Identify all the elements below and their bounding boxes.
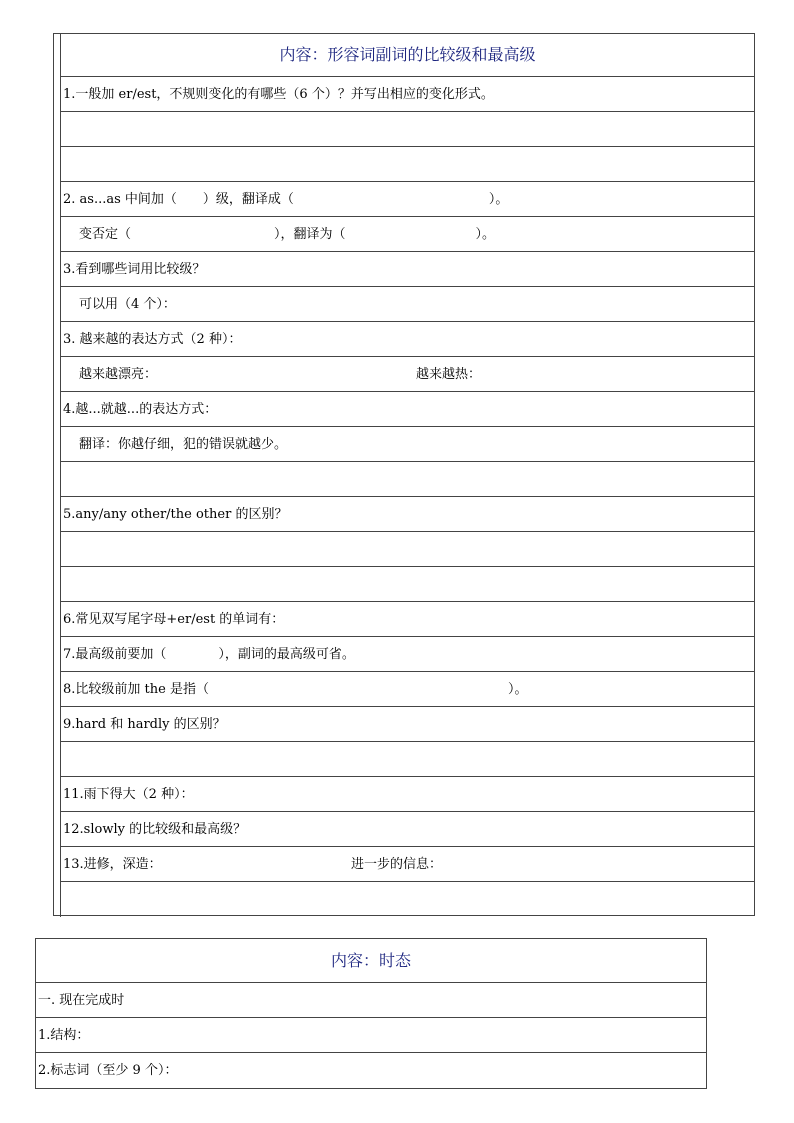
question-row — [60, 322, 754, 357]
question-row — [60, 287, 754, 322]
question-row — [60, 427, 754, 462]
answer-row[interactable] — [60, 112, 754, 147]
answer-row[interactable] — [60, 147, 754, 182]
table-title — [36, 939, 706, 983]
table-title — [60, 33, 754, 77]
question-row — [36, 1053, 706, 1088]
question-text: 翻译：你越仔细，犯的错误就越少。 — [79, 437, 288, 452]
question-row — [60, 812, 754, 847]
question-text: 变否定（ ），翻译为（ ）。 — [79, 227, 496, 242]
tense-table — [35, 938, 707, 1089]
question-text: 1.结构： — [38, 1028, 90, 1043]
answer-row[interactable] — [60, 742, 754, 777]
question-text: 4.越...就越...的表达方式： — [63, 402, 218, 417]
question-text: 8.比较级前加 the 是指（ ）。 — [63, 682, 528, 697]
question-text: 1.一般加 er/est，不规则变化的有哪些（6 个）？并写出相应的变化形式。 — [63, 87, 494, 102]
question-text: 一. 现在完成时 — [38, 993, 125, 1008]
comparative-superlative-table — [60, 33, 754, 917]
question-row — [36, 1018, 706, 1053]
question-text: 2. as...as 中间加（ ）级，翻译成（ ）。 — [63, 192, 509, 207]
table-title-text: 内容：形容词副词的比较级和最高级 — [279, 45, 536, 64]
question-text: 2.标志词（至少 9 个）： — [38, 1063, 178, 1078]
question-row — [60, 602, 754, 637]
question-row — [60, 77, 754, 112]
question-row — [60, 182, 754, 217]
question-text: 可以用（4 个）： — [79, 297, 176, 312]
question-text: 6.常见双写尾字母+er/est 的单词有： — [63, 612, 285, 627]
question-text: 进一步的信息： — [351, 857, 443, 872]
question-row — [60, 497, 754, 532]
question-row — [60, 672, 754, 707]
question-text: 越来越热： — [416, 367, 482, 382]
question-text: 越来越漂亮： — [79, 367, 158, 382]
answer-row[interactable] — [60, 567, 754, 602]
answer-row[interactable] — [60, 462, 754, 497]
question-text: 12.slowly 的比较级和最高级？ — [63, 822, 247, 837]
question-text: 13.进修，深造： — [63, 857, 162, 872]
question-text: 7.最高级前要加（ ），副词的最高级可省。 — [63, 647, 355, 662]
answer-row[interactable] — [60, 882, 754, 917]
question-row — [60, 217, 754, 252]
question-row — [36, 983, 706, 1018]
question-row — [60, 252, 754, 287]
question-row — [60, 847, 754, 882]
question-text: 3. 越来越的表达方式（2 种）： — [63, 332, 242, 347]
question-row — [60, 777, 754, 812]
question-row — [60, 707, 754, 742]
answer-row[interactable] — [60, 532, 754, 567]
table-title-text: 内容：时态 — [330, 951, 411, 970]
question-row — [60, 357, 754, 392]
question-text: 5.any/any other/the other 的区别？ — [63, 507, 288, 522]
question-text: 3.看到哪些词用比较级？ — [63, 262, 206, 277]
question-text: 9.hard 和 hardly 的区别？ — [63, 717, 226, 732]
question-row — [60, 637, 754, 672]
question-row — [60, 392, 754, 427]
question-text: 11.雨下得大（2 种）： — [63, 787, 194, 802]
